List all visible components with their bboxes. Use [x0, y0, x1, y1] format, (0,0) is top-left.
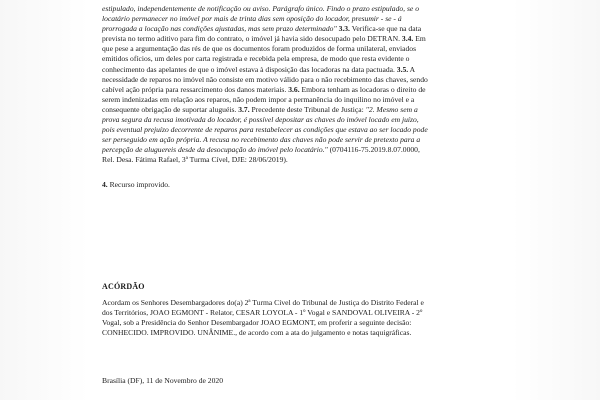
- text-line: dos Territórios, JOAO EGMONT - Relator, CESAR LOYOLA - 1º Vogal e SANDOVAL OLIVEIRA - 2º: [102, 308, 423, 318]
- right-margin-shade: [512, 0, 600, 400]
- date-location: Brasília (DF), 11 de Novembro de 2020: [102, 376, 223, 385]
- ementa-paragraph: [102, 4, 502, 166]
- text-line: Vogal, sob a Presidência do Senhor Desembargador JOAO EGMONT, em proferir a seguinte decisão:: [102, 318, 412, 328]
- quote-line: prorrogada a locação nas condições ajustadas, mas sem prazo determinado": [102, 24, 337, 34]
- quote-line: ser perseguido em ação própria. A recusa no recebimento das chaves não pode servir de pretexto para a: [102, 135, 421, 145]
- item-number: 3.7.: [238, 104, 250, 114]
- text-line: serem indenizadas em relação aos reparos, não podem impor a permanência do inquilino no imóvel e a: [102, 94, 415, 104]
- document-body: [102, 4, 502, 190]
- quote-line: percepção de aluguereis desde da desocupação do imóvel pelo locatário.": [102, 145, 328, 155]
- case-reference: (0704116-75.2019.8.07.0000,: [329, 145, 420, 155]
- item-number: 3.6.: [288, 84, 300, 94]
- text-segment: Embora tenham as locadoras o direito de: [301, 84, 426, 94]
- text-segment: Recurso improvido.: [109, 179, 170, 189]
- quote-line: estipulado, independentemente de notificação ou aviso. Parágrafo único. Findo o prazo estipulado, se o: [102, 4, 419, 13]
- item-number: 3.3.: [338, 24, 350, 34]
- text-line: CONHECIDO. IMPROVIDO. UNÂNIME., de acordo com a ata do julgamento e notas taquigráficas.: [102, 328, 412, 338]
- acordao-paragraph: [102, 298, 502, 338]
- left-margin-shade: [0, 0, 88, 400]
- text-line: prevista no termo aditivo para fim do contrato, o imóvel já havia sido desocupado pelo DETRAN.: [102, 34, 400, 44]
- text-line: necessidade de reparos no imóvel não consiste em motivo válido para o não recebimento das chaves, sendo: [102, 74, 428, 84]
- text-line: Rel. Desa. Fátima Rafael, 3ª Turma Cível, DJE: 28/06/2019).: [102, 155, 288, 165]
- quote-line: locatário permanecer no imóvel por mais de trinta dias sem oposição do locador, presumir - se - á: [102, 14, 402, 24]
- quote-line: prova segura da recusa imotivada do locador, é possível depositar as chaves do imóvel locado em juízo,: [102, 115, 419, 125]
- text-segment: Em: [415, 34, 426, 44]
- text-line: conhecimento das apelantes de que o imóvel estava à disposição das locadoras na data pactuada.: [102, 64, 395, 74]
- text-line: cabível ação própria para ressarcimento dos danos materiais.: [102, 84, 287, 94]
- text-segment: A: [409, 64, 416, 74]
- item-number: 3.5.: [396, 64, 409, 74]
- quote-line: pois eventual prejuízo decorrente de reparos para restabelecer as condições que estava ao ser locado pode: [102, 125, 428, 135]
- text-line: que pese a argumentação das rés de que os documentos foram produzidos de forma unilateral, enviados: [102, 44, 417, 54]
- quote-segment: "2. Mesmo sem a: [365, 104, 418, 114]
- text-segment: Verifica-se que na data: [351, 24, 422, 34]
- text-line: consequente obrigação de suportar aluguéis.: [102, 104, 237, 114]
- recurso-paragraph: [102, 180, 502, 190]
- text-segment: Precedente deste Tribunal de Justiça:: [251, 104, 364, 114]
- text-line: Acordam os Senhores Desembargadores do(a) 2ª Turma Cível do Tribunal de Justiça do Distrito Federal e: [102, 298, 424, 307]
- section-heading: ACÓRDÃO: [102, 282, 145, 291]
- item-number: 3.4.: [401, 34, 414, 44]
- text-line: emitidos ofícios, um deles por carta registrada e recebida pela empresa, de modo que resta evidente o: [102, 54, 410, 64]
- item-number: 4.: [102, 179, 108, 189]
